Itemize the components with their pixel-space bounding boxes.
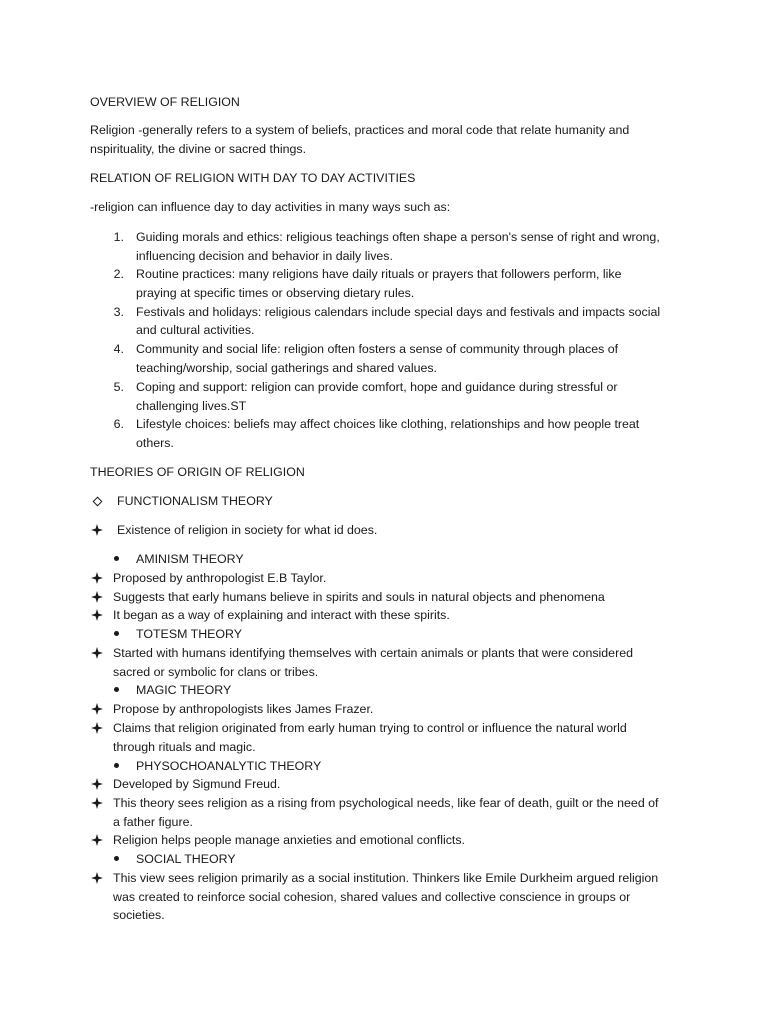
dot-bullet-icon [113, 625, 121, 631]
relation-heading: RELATION OF RELIGION WITH DAY TO DAY ACTIVITIES [90, 171, 416, 185]
list-item-line: challenging lives.ST [136, 399, 247, 413]
diamond-cross-bullet-icon [91, 606, 103, 618]
list-item-line: Lifestyle choices: beliefs may affect choices like clothing, relationships and how people treat [136, 417, 640, 431]
diamond-cross-bullet-icon [91, 719, 103, 731]
functionalism-point: Existence of religion in society for what id does. [117, 523, 378, 537]
list-item-line: Guiding morals and ethics: religious teachings often shape a person's sense of right and wrong, [136, 230, 660, 244]
diamond-cross-bullet-icon [91, 588, 103, 600]
magic-point-line: Propose by anthropologists likes James Frazer. [113, 702, 374, 716]
list-number: 5. [113, 380, 124, 394]
list-number: 2. [113, 267, 124, 281]
totemism-point-line: sacred or symbolic for clans or tribes. [113, 665, 319, 679]
magic-point-line: Claims that religion originated from early human trying to control or influence the natural world [113, 721, 627, 735]
list-item-line: others. [136, 436, 174, 450]
psychoanalytic-point-line: Religion helps people manage anxieties and emotional conflicts. [113, 833, 465, 847]
social-point-line: This view sees religion primarily as a social institution. Thinkers like Emile Durkheim argued religion [113, 871, 659, 885]
social-point-line: societies. [113, 908, 165, 922]
diamond-cross-bullet-icon [91, 569, 103, 581]
diamond-cross-bullet-icon [91, 869, 103, 881]
dot-bullet-icon [113, 550, 121, 556]
totemism-title: TOTESM THEORY [136, 627, 243, 641]
psychoanalytic-point-line: a father figure. [113, 815, 193, 829]
list-number: 3. [113, 305, 124, 319]
list-item-line: teaching/worship, social gatherings and shared values. [136, 361, 437, 375]
list-number: 4. [113, 342, 124, 356]
functionalism-title: FUNCTIONALISM THEORY [117, 494, 273, 508]
page-title: OVERVIEW OF RELIGION [90, 95, 240, 109]
diamond-cross-bullet-icon [91, 794, 103, 806]
animism-point: It began as a way of explaining and interact with these spirits. [113, 608, 450, 622]
psychoanalytic-title: PHYSOCHOANALYTIC THEORY [136, 759, 322, 773]
diamond-outline-bullet-icon [93, 493, 101, 501]
animism-point: Suggests that early humans believe in spirits and souls in natural objects and phenomena [113, 590, 605, 604]
dot-bullet-icon [113, 681, 121, 687]
dot-bullet-icon [113, 757, 121, 763]
social-title: SOCIAL THEORY [136, 852, 236, 866]
list-item-line: influencing decision and behavior in daily lives. [136, 249, 393, 263]
diamond-cross-bullet-icon [91, 831, 103, 843]
list-item-line: Festivals and holidays: religious calendars include special days and festivals and impacts social [136, 305, 661, 319]
list-item-line: Community and social life: religion often fosters a sense of community through places of [136, 342, 619, 356]
totemism-point-line: Started with humans identifying themselves with certain animals or plants that were considered [113, 646, 633, 660]
definition-paragraph: Religion -generally refers to a system of beliefs, practices and moral code that relate humanity and nspirituality, the divine or sacred things. [90, 123, 630, 156]
dot-bullet-icon [113, 850, 121, 856]
social-point-line: was created to reinforce social cohesion, shared values and collective conscience in groups or [113, 890, 631, 904]
animism-point: Proposed by anthropologist E.B Taylor. [113, 571, 327, 585]
relation-intro: -religion can influence day to day activities in many ways such as: [90, 200, 451, 214]
list-item-line: praying at specific times or observing dietary rules. [136, 286, 415, 300]
magic-title: MAGIC THEORY [136, 683, 232, 697]
list-item-line: Routine practices: many religions have daily rituals or prayers that followers perform, like [136, 267, 622, 281]
psychoanalytic-point-line: This theory sees religion as a rising from psychological needs, like fear of death, guilt or the need of [113, 796, 659, 810]
diamond-cross-bullet-icon [91, 644, 103, 656]
psychoanalytic-point-line: Developed by Sigmund Freud. [113, 777, 281, 791]
list-item-line: Coping and support: religion can provide comfort, hope and guidance during stressful or [136, 380, 618, 394]
list-item-line: and cultural activities. [136, 323, 255, 337]
diamond-cross-bullet-icon [91, 700, 103, 712]
animism-title: AMINISM THEORY [136, 552, 244, 566]
diamond-cross-bullet-icon [91, 521, 103, 533]
magic-point-line: through rituals and magic. [113, 740, 256, 754]
list-number: 1. [113, 230, 124, 244]
list-number: 6. [113, 417, 124, 431]
diamond-cross-bullet-icon [91, 775, 103, 787]
theories-heading: THEORIES OF ORIGIN OF RELIGION [90, 465, 305, 479]
